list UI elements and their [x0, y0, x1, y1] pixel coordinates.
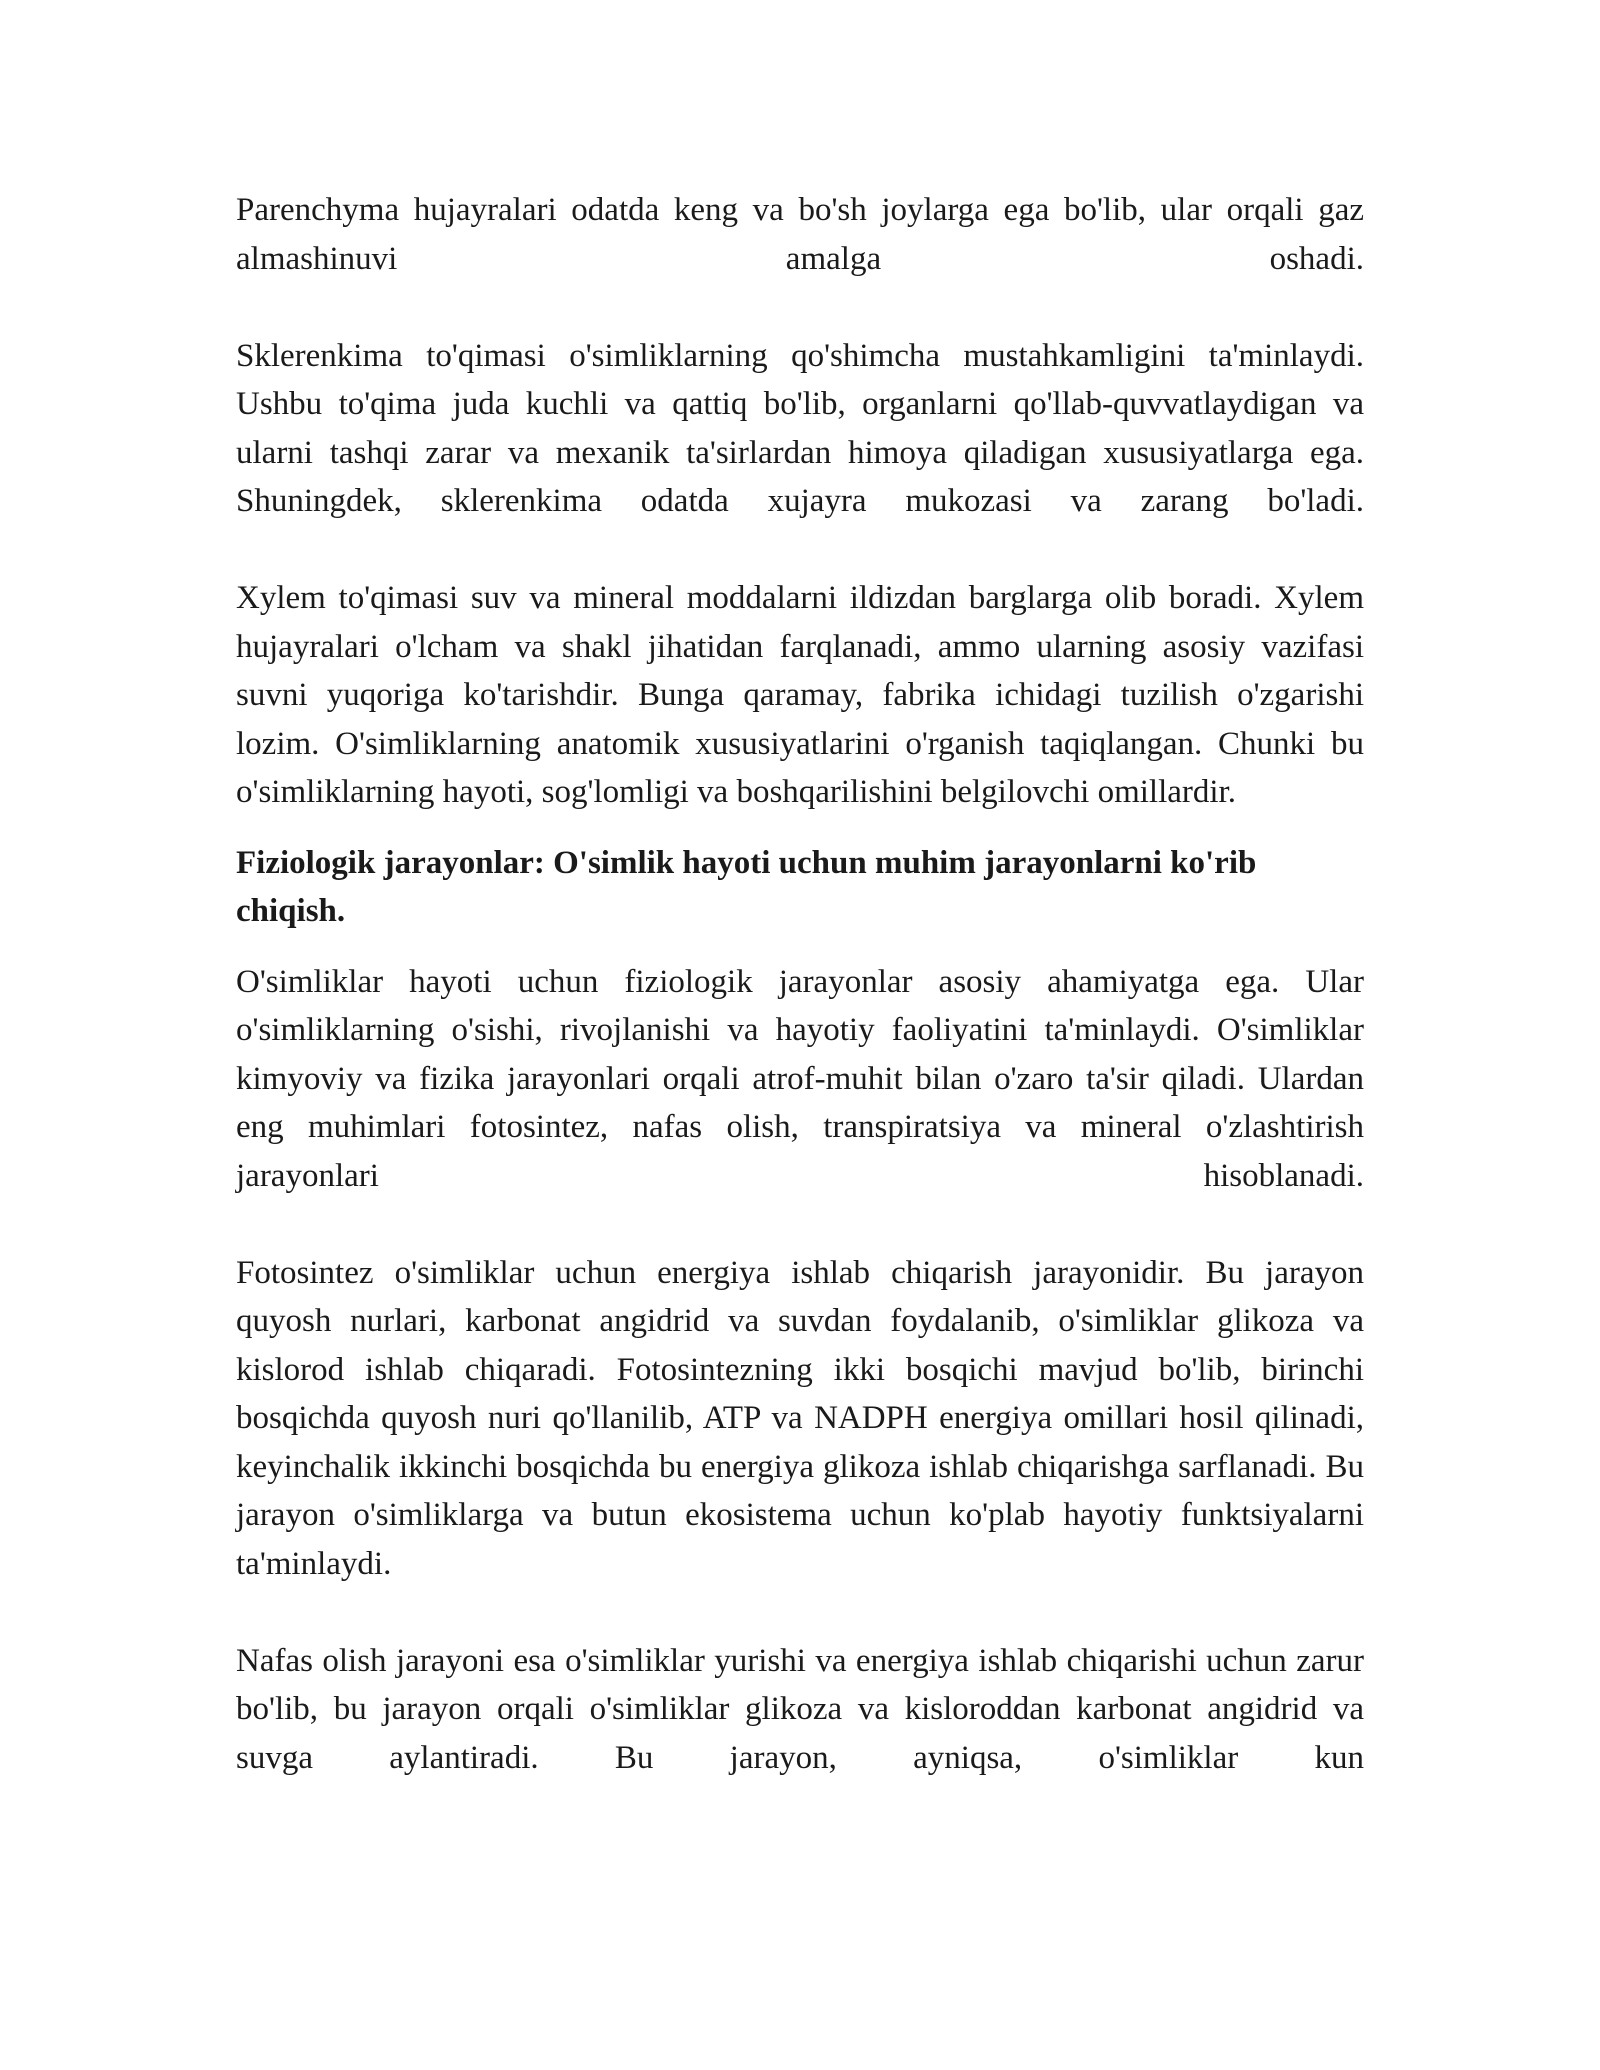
section-heading: Fiziologik jarayonlar: O'simlik hayoti uchun muhim jarayonlarni ko'rib chiqish.	[236, 844, 1257, 929]
paragraph-xylem: Xylem to'qimasi suv va mineral moddalarni ildizdan barglarga olib boradi. Xylem hujayralari o'lcham va shakl jihatidan farqlanadi, ammo ularning asosiy vazifasi suvni yuqoriga ko'tarishdir. Bunga qaramay, fabrika ichidagi tuzilish o'zgarishi lozim. O'simliklarning anatomik xususiyatlarini o'rganish taqiqlangan. Chunki bu o'simliklarning hayoti, sog'lomligi va boshqarilishini belgilovchi omillardir.	[236, 580, 1364, 810]
paragraph-sclerenchyma: Sklerenkima to'qimasi o'simliklarning qo'shimcha mustahkamligini ta'minlaydi. Ushbu to'qima juda kuchli va qattiq bo'lib, organlarni qo'llab-quvvatlaydigan va ularni tashqi zarar va mexanik ta'sirlardan himoya qiladigan xususiyatlarga ega. Shuningdek, sklerenkima odatda xujayra mukozasi va zarang bo'ladi.	[236, 337, 1364, 519]
paragraph-photosynthesis: Fotosintez o'simliklar uchun energiya ishlab chiqarish jarayonidir. Bu jarayon quyosh nurlari, karbonat angidrid va suvdan foydalanib, o'simliklar glikoza va kislorod ishlab chiqaradi. Fotosintezning ikki bosqichi mavjud bo'lib, birinchi bosqichda quyosh nuri qo'llanilib, ATP va NADPH energiya omillari hosil qilinadi, keyinchalik ikkinchi bosqichda bu energiya glikoza ishlab chiqarishga sarflanadi. Bu jarayon o'simliklarga va butun ekosistema uchun ko'plab hayotiy funktsiyalarni ta'minlaydi.	[236, 1254, 1364, 1582]
document-page	[236, 186, 1364, 1782]
paragraph-parenchyma: Parenchyma hujayralari odatda keng va bo'sh joylarga ega bo'lib, ular orqali gaz almashinuvi amalga oshadi.	[236, 192, 1364, 277]
paragraph-respiration: Nafas olish jarayoni esa o'simliklar yurishi va energiya ishlab chiqarishi uchun zarur bo'lib, bu jarayon orqali o'simliklar glikoza va kisloroddan karbonat angidrid va suvga aylantiradi. Bu jarayon, ayniqsa, o'simliklar kun	[236, 1642, 1364, 1776]
paragraph-physiology: O'simliklar hayoti uchun fiziologik jarayonlar asosiy ahamiyatga ega. Ular o'simliklarning o'sishi, rivojlanishi va hayotiy faoliyatini ta'minlaydi. O'simliklar kimyoviy va fizika jarayonlari orqali atrof-muhit bilan o'zaro ta'sir qiladi. Ulardan eng muhimlari fotosintez, nafas olish, transpiratsiya va mineral o'zlashtirish jarayonlari hisoblanadi.	[236, 963, 1364, 1194]
